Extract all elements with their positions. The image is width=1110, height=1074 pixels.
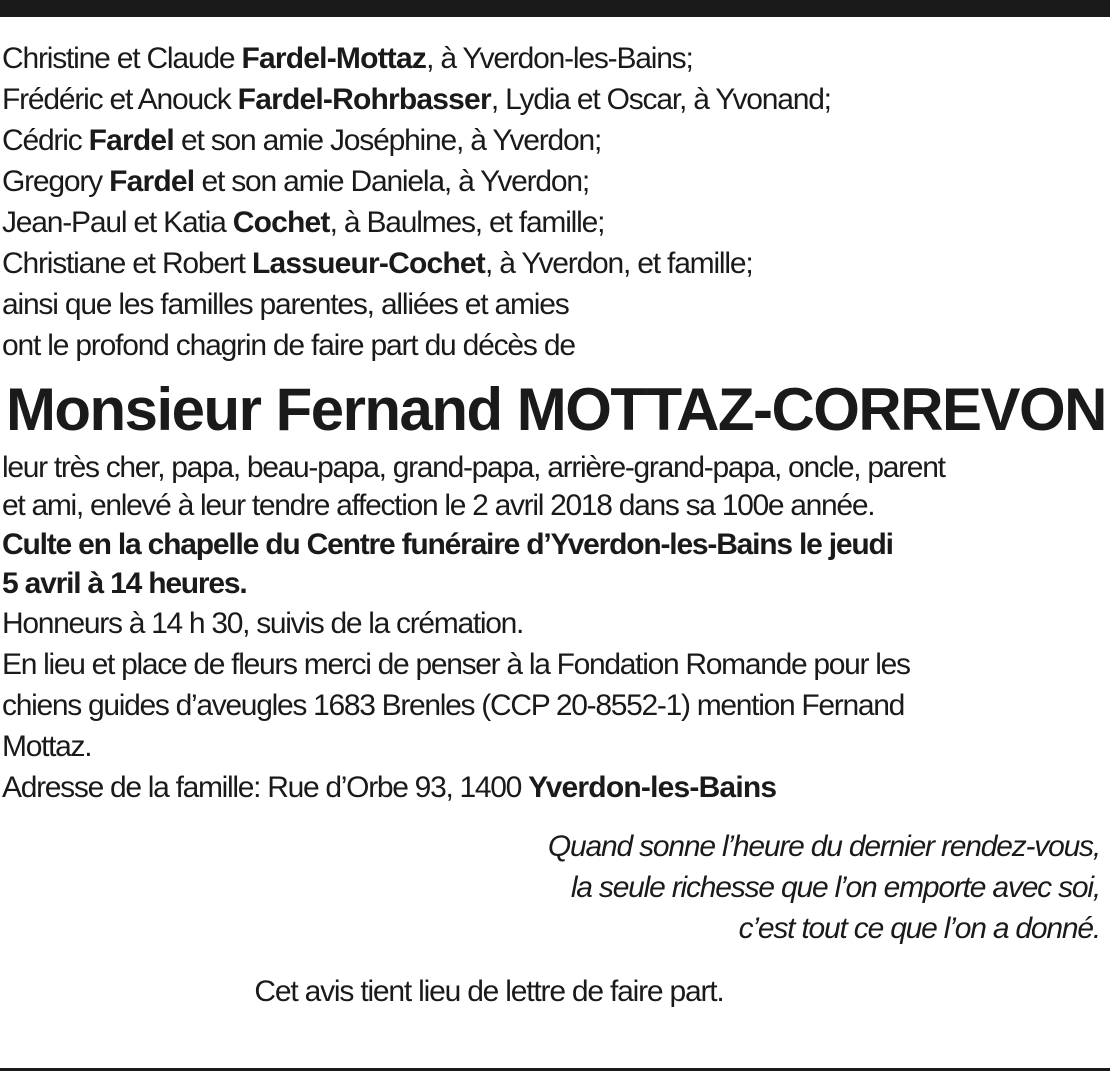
donation-line: chiens guides d’aveugles 1683 Brenles (CCP 20-8552-1) mention Fernand (2, 689, 905, 722)
bio-line: leur très cher, papa, beau-papa, grand-papa, arrière-grand-papa, oncle, parent (2, 451, 945, 484)
family-line (2, 38, 1106, 79)
address-city: Yverdon-les-Bains (528, 771, 777, 804)
bio-line: et ami, enlevé à leur tendre affection le 2 avril 2018 dans sa 100e année. (2, 489, 875, 522)
address-text: Adresse de la famille: Rue d’Orbe 93, 1400 (2, 771, 529, 804)
donation-line: En lieu et place de fleurs merci de penser à la Fondation Romande pour les (2, 648, 910, 681)
honours-line: Honneurs à 14 h 30, suivis de la crémation. (2, 607, 524, 640)
family-line (2, 243, 1106, 284)
donation-line: Mottaz. (2, 730, 92, 763)
family-line (2, 202, 1106, 243)
family-surname: Cochet (232, 206, 330, 239)
ceremony-line: 5 avril à 14 heures. (2, 567, 247, 600)
family-location: et son amie Daniela, à Yverdon; (194, 165, 589, 198)
family-location: , à Baulmes, et famille; (329, 206, 605, 239)
family-surname: Fardel (88, 124, 174, 157)
family-location: , Lydia et Oscar, à Yvonand; (490, 83, 831, 116)
family-line (2, 161, 1106, 202)
family-line (2, 79, 1106, 120)
top-rule (0, 0, 1110, 17)
poem-line: Quand sonne l’heure du dernier rendez-vous, (547, 830, 1100, 863)
intro-line: ainsi que les familles parentes, alliées et amies (2, 288, 569, 321)
family-first-names: Jean-Paul et Katia (2, 206, 233, 239)
obituary-notice (2, 38, 1106, 1012)
family-location: , à Yverdon-les-Bains; (426, 42, 693, 75)
family-first-names: Gregory (2, 165, 110, 198)
ceremony-line: Culte en la chapelle du Centre funéraire d’Yverdon-les-Bains le jeudi (2, 528, 893, 561)
family-first-names: Frédéric et Anouck (2, 83, 238, 116)
family-first-names: Christiane et Robert (2, 247, 252, 280)
closing-note: Cet avis tient lieu de lettre de faire part. (254, 975, 724, 1008)
family-first-names: Cédric (2, 124, 89, 157)
bottom-rule (0, 1068, 1110, 1071)
family-line (2, 120, 1106, 161)
ceremony-notice (2, 525, 1106, 603)
family-surname: Fardel-Mottaz (241, 42, 427, 75)
family-surname: Fardel (109, 165, 195, 198)
donation-paragraph (2, 644, 1106, 767)
family-surname: Fardel-Rohrbasser (237, 83, 491, 116)
bio-paragraph (2, 449, 1106, 525)
family-surname: Lassueur-Cochet (251, 247, 485, 280)
poem-line: c’est tout ce que l’on a donné. (738, 912, 1100, 945)
family-location: et son amie Joséphine, à Yverdon; (173, 124, 602, 157)
family-first-names: Christine et Claude (2, 42, 242, 75)
poem (2, 826, 1106, 949)
intro-line: ont le profond chagrin de faire part du décès de (2, 329, 575, 362)
deceased-name: Monsieur Fernand MOTTAZ-CORREVON (5, 376, 1106, 443)
family-address (2, 767, 1106, 808)
family-location: , à Yverdon, et famille; (485, 247, 753, 280)
family-list (2, 38, 1106, 284)
poem-line: la seule richesse que l’on emporte avec soi, (570, 871, 1100, 904)
